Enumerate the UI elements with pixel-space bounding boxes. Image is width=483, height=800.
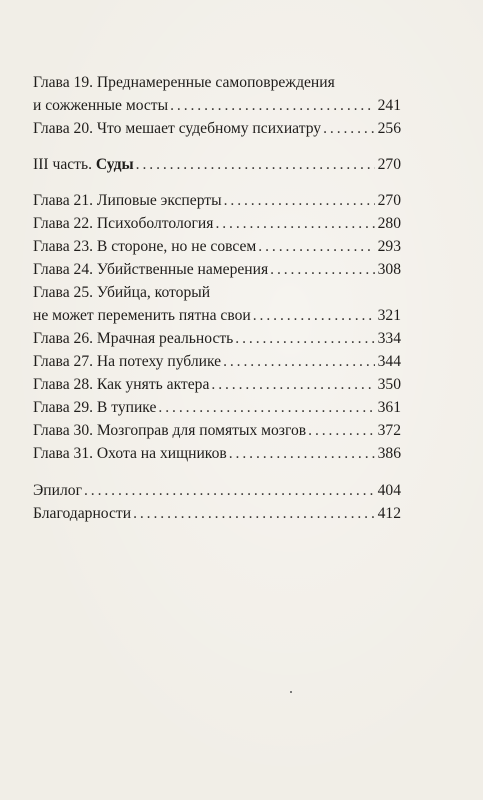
dot-leader	[270, 258, 374, 281]
chapter-title: Глава 27. На потеху публике	[33, 353, 222, 370]
dot-leader	[215, 212, 374, 235]
chapter-title-continued: и сожженные мосты	[33, 97, 169, 114]
paper-speck	[290, 691, 292, 693]
chapter-title: Глава 23. В стороне, но не совсем	[33, 238, 257, 255]
dot-leader	[253, 304, 375, 327]
chapter-title: Глава 24. Убийственные намерения	[33, 261, 269, 278]
dot-leader	[211, 373, 374, 396]
page-number: 344	[377, 353, 401, 370]
toc-entry-chapter-29[interactable]	[33, 396, 401, 419]
toc-entry-chapter-30[interactable]	[33, 419, 401, 442]
part-prefix: III часть.	[33, 156, 92, 173]
page-number: 412	[377, 505, 401, 522]
chapter-title: Глава 19. Преднамеренные самоповреждения	[33, 74, 335, 91]
page-number: 372	[377, 422, 401, 439]
chapter-title: Глава 28. Как унять актера	[33, 376, 210, 393]
toc-entry-chapter-28[interactable]	[33, 373, 401, 396]
dot-leader	[223, 350, 375, 373]
part-name: Суды	[95, 156, 134, 173]
spacer	[33, 140, 401, 153]
toc-entry-chapter-22[interactable]	[33, 212, 401, 235]
page-number: 270	[377, 156, 401, 173]
dot-leader	[84, 479, 375, 502]
chapter-title: Глава 25. Убийца, который	[33, 284, 211, 301]
section-title: Благодарности	[33, 505, 132, 522]
chapter-title: Глава 29. В тупике	[33, 399, 157, 416]
page-number: 280	[377, 215, 401, 232]
dot-leader	[158, 396, 374, 419]
dot-leader	[133, 502, 375, 525]
toc-entry-chapter-21[interactable]	[33, 189, 401, 212]
chapter-title: Глава 31. Охота на хищников	[33, 445, 227, 462]
page-number: 308	[377, 261, 401, 278]
spacer	[33, 465, 401, 479]
dot-leader	[323, 117, 375, 140]
toc-entry-epilogue[interactable]	[33, 479, 401, 502]
chapter-title: Глава 30. Мозгоправ для помятых мозгов	[33, 422, 307, 439]
toc-entry-chapter-25[interactable]	[33, 281, 401, 327]
page-number: 334	[377, 330, 401, 347]
dot-leader	[235, 327, 374, 350]
page-number: 404	[377, 482, 401, 499]
dot-leader	[224, 189, 375, 212]
toc-entry-chapter-31[interactable]	[33, 442, 401, 465]
page-number: 386	[377, 445, 401, 462]
toc-entry-chapter-23[interactable]	[33, 235, 401, 258]
page-number: 350	[377, 376, 401, 393]
chapter-title: Глава 26. Мрачная реальность	[33, 330, 234, 347]
page-number: 241	[377, 97, 401, 114]
chapter-title: Глава 22. Психоболтология	[33, 215, 214, 232]
page-number: 321	[377, 307, 401, 324]
chapter-title-continued: не может переменить пятна свои	[33, 307, 251, 324]
toc-entry-chapter-20[interactable]	[33, 117, 401, 140]
dot-leader	[308, 419, 374, 442]
toc-entry-chapter-26[interactable]	[33, 327, 401, 350]
page-number: 270	[377, 192, 401, 209]
page-number: 256	[377, 120, 401, 137]
chapter-title: Глава 21. Липовые эксперты	[33, 192, 222, 209]
chapter-title: Глава 20. Что мешает судебному психиатру	[33, 120, 322, 137]
dot-leader	[229, 442, 375, 465]
toc-entry-part-3[interactable]	[33, 153, 401, 176]
dot-leader	[136, 153, 375, 176]
toc-entry-chapter-19[interactable]	[33, 71, 401, 117]
dot-leader	[170, 94, 375, 117]
dot-leader	[258, 235, 374, 258]
toc-entry-chapter-27[interactable]	[33, 350, 401, 373]
page-number: 361	[377, 399, 401, 416]
page-number: 293	[377, 238, 401, 255]
spacer	[33, 176, 401, 189]
toc-entry-chapter-24[interactable]	[33, 258, 401, 281]
part-title	[33, 153, 134, 176]
toc-entry-acknowledgements[interactable]	[33, 502, 401, 525]
section-title: Эпилог	[33, 482, 82, 499]
table-of-contents	[33, 71, 401, 525]
